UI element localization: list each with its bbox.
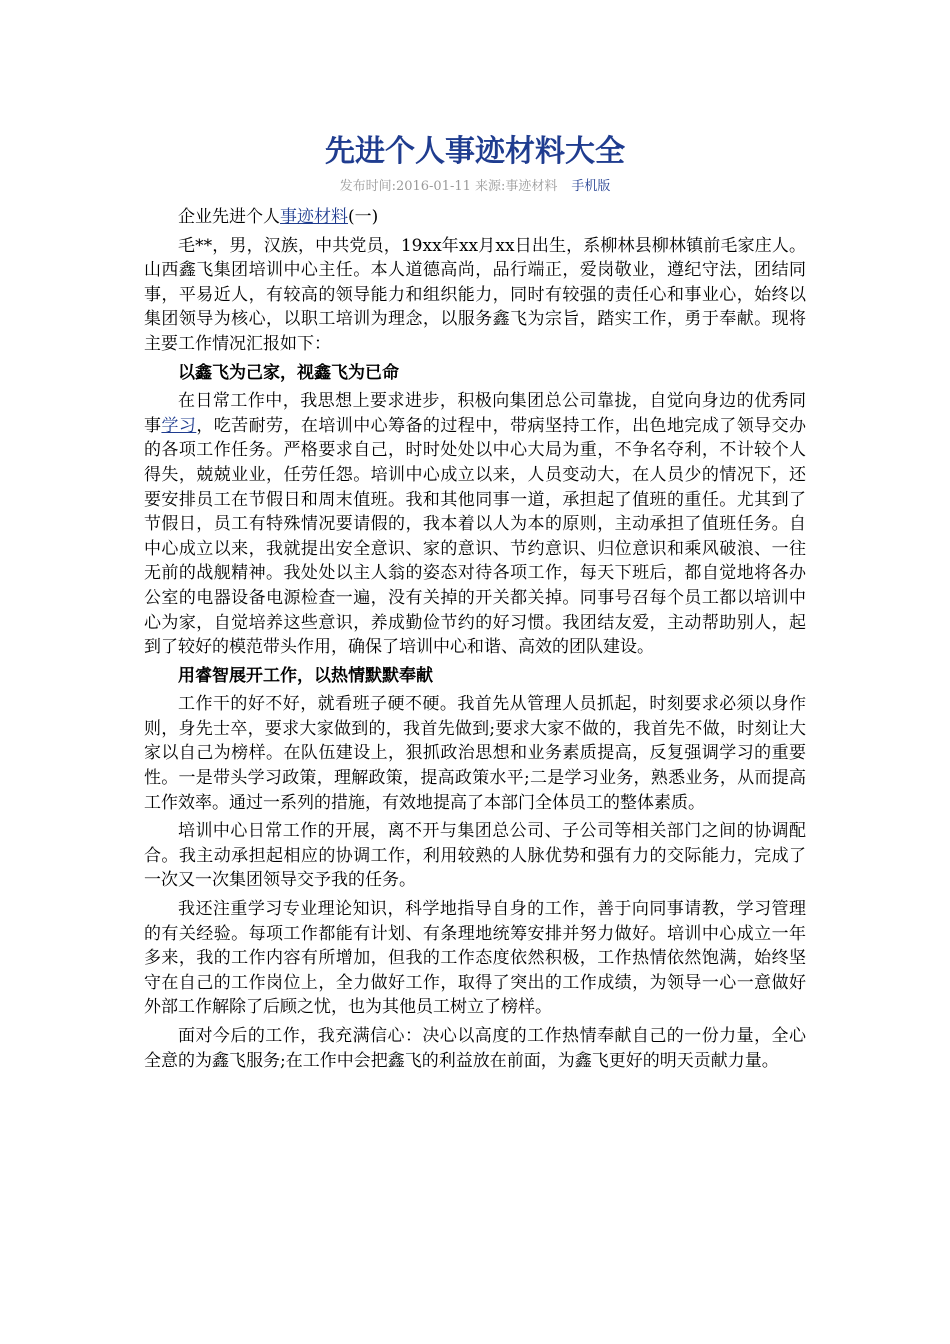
- paragraph-future: 面对今后的工作，我充满信心：决心以高度的工作热情奉献自己的一份力量，全心全意的为鑫飞服务;在工作中会把鑫飞的利益放在前面，为鑫飞更好的明天贡献力量。: [144, 1026, 806, 1071]
- paragraph-study: 我还注重学习专业理论知识，科学地指导自身的工作，善于向同事请教，学习管理的有关经验。每项工作都能有计划、有条理地统筹安排并努力做好。培训中心成立一年多来，我的工作内容有所增加，但我的工作态度依然积极，工作热情依然饱满，始终坚守在自己的工作岗位上，全力做好工作，取得了突出的工作成绩，为领导一心一意做好外部工作解除了后顾之忧，也为其他员工树立了榜样。: [144, 899, 806, 1018]
- deeds-material-link[interactable]: 事迹材料: [280, 207, 348, 227]
- paragraph-work-part1: 在日常工作中，我思想上要求进步，积极向集团总公司靠拢，自觉向身边的优秀同事: [144, 391, 806, 436]
- paragraph-team: 工作干的好不好，就看班子硬不硬。我首先从管理人员抓起，时刻要求必须以身作则，身先士卒，要求大家做到的，我首先做到;要求大家不做的，我首先不做，时刻让大家以自己为榜样。在队伍建设上，狠抓政治思想和业务素质提高，反复强调学习的重要性。一是带头学习政策，理解政策，提高政策水平;二是学习业务，熟悉业务，从而提高工作效率。通过一系列的措施，有效地提高了本部门全体员工的整体素质。: [144, 694, 806, 813]
- subheading-1: 以鑫飞为己家，视鑫飞为已命: [178, 362, 399, 383]
- article-body: [144, 205, 806, 1077]
- paragraph-work-part2: ，吃苦耐劳，在培训中心筹备的过程中，带病坚持工作，出色地完成了领导交办的各项工作任务。严格要求自己，时时处处以中心大局为重，不争名夺利，不计较个人得失，兢兢业业，任劳任怨。培训中心成立以来，人员变动大，在人员少的情况下，还要安排员工在节假日和周末值班。我和其他同事一道，承担起了值班的重任。尤其到了节假日，员工有特殊情况要请假的，我本着以人为本的原则，主动承担了值班任务。自中心成立以来，我就提出安全意识、家的意识、节约意识、归位意识和乘风破浪、一往无前的战舰精神。我处处以主人翁的姿态对待各项工作，每天下班后，都自觉地将各办公室的电器设备电源检查一遍，没有关掉的开关都关掉。同事号召每个员工都以培训中心为家，自觉培养这些意识，养成勤俭节约的好习惯。我团结友爱，主动帮助别人，起到了较好的模范带头作用，确保了培训中心和谐、高效的团队建设。: [144, 415, 807, 658]
- publish-info: 发布时间:2016-01-11 来源:事迹材料: [339, 179, 558, 194]
- section-title-suffix: (一): [348, 207, 379, 227]
- section-title-prefix: 企业先进个人: [178, 207, 280, 227]
- study-link[interactable]: 学习: [161, 415, 197, 436]
- section-title: [144, 205, 806, 230]
- article-meta: [0, 178, 950, 196]
- paragraph-work: [144, 389, 806, 660]
- article-title: 先进个人事迹材料大全: [325, 134, 625, 169]
- mobile-version-link[interactable]: 手机版: [571, 179, 611, 194]
- paragraph-intro: 毛**，男，汉族，中共党员，19xx年xx月xx日出生，系柳林县柳林镇前毛家庄人。山西鑫飞集团培训中心主任。本人道德高尚，品行端正，爱岗敬业，遵纪守法，团结同事，平易近人，有较高的领导能力和组织能力，同时有较强的责任心和事业心，始终以集团领导为核心，以职工培训为理念，以服务鑫飞为宗旨，踏实工作，勇于奉献。现将主要工作情况汇报如下：: [144, 235, 806, 354]
- paragraph-coordination: 培训中心日常工作的开展，离不开与集团总公司、子公司等相关部门之间的协调配合。我主动承担起相应的协调工作，利用较熟的人脉优势和强有力的交际能力，完成了一次又一次集团领导交予我的任务。: [144, 821, 806, 891]
- subheading-2: 用睿智展开工作，以热情默默奉献: [178, 665, 433, 686]
